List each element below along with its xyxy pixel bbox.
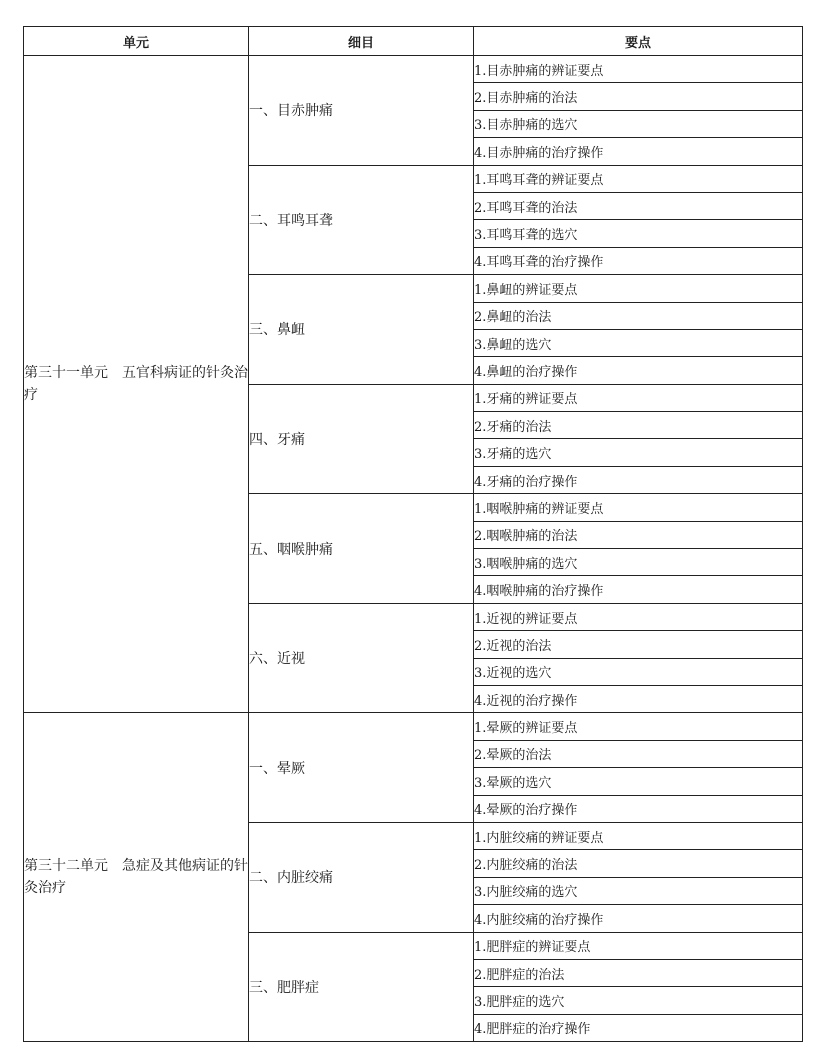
point-text: 1.内脏绞痛的辨证要点 [474,822,803,849]
point-text: 4.内脏绞痛的治疗操作 [474,905,803,932]
item-name: 二、耳鸣耳聋 [249,165,474,275]
item-name: 三、肥胖症 [249,932,474,1042]
point-text: 4.耳鸣耳聋的治疗操作 [474,247,803,274]
point-text: 4.晕厥的治疗操作 [474,795,803,822]
point-text: 3.目赤肿痛的选穴 [474,110,803,137]
point-text: 4.近视的治疗操作 [474,685,803,712]
point-text: 2.内脏绞痛的治法 [474,850,803,877]
point-text: 3.内脏绞痛的选穴 [474,877,803,904]
unit-title: 第三十二单元 急症及其他病证的针灸治疗 [24,713,249,1042]
header-item: 细目 [249,27,474,56]
header-unit: 单元 [24,27,249,56]
point-text: 2.鼻衄的治法 [474,302,803,329]
item-name: 六、近视 [249,603,474,713]
unit-title: 第三十一单元 五官科病证的针灸治疗 [24,56,249,713]
point-text: 1.晕厥的辨证要点 [474,713,803,740]
point-text: 4.咽喉肿痛的治疗操作 [474,576,803,603]
point-text: 4.鼻衄的治疗操作 [474,357,803,384]
point-text: 3.牙痛的选穴 [474,439,803,466]
point-text: 4.肥胖症的治疗操作 [474,1014,803,1041]
point-text: 2.近视的治法 [474,631,803,658]
point-text: 2.肥胖症的治法 [474,959,803,986]
point-text: 1.近视的辨证要点 [474,603,803,630]
point-text: 3.鼻衄的选穴 [474,329,803,356]
point-text: 1.牙痛的辨证要点 [474,384,803,411]
syllabus-body [24,56,803,1042]
item-name: 一、晕厥 [249,713,474,823]
point-text: 3.咽喉肿痛的选穴 [474,549,803,576]
point-text: 3.耳鸣耳聋的选穴 [474,220,803,247]
point-text: 3.近视的选穴 [474,658,803,685]
point-text: 3.晕厥的选穴 [474,768,803,795]
syllabus-table [23,26,803,1042]
item-name: 三、鼻衄 [249,275,474,385]
point-text: 2.咽喉肿痛的治法 [474,521,803,548]
point-text: 1.肥胖症的辨证要点 [474,932,803,959]
point-text: 2.耳鸣耳聋的治法 [474,192,803,219]
point-text: 1.耳鸣耳聋的辨证要点 [474,165,803,192]
point-text: 1.咽喉肿痛的辨证要点 [474,494,803,521]
header-point: 要点 [474,27,803,56]
point-text: 2.目赤肿痛的治法 [474,83,803,110]
point-text: 3.肥胖症的选穴 [474,987,803,1014]
table-row [24,713,803,740]
point-text: 4.牙痛的治疗操作 [474,466,803,493]
point-text: 1.目赤肿痛的辨证要点 [474,56,803,83]
point-text: 4.目赤肿痛的治疗操作 [474,138,803,165]
item-name: 五、咽喉肿痛 [249,494,474,604]
header-row [24,27,803,56]
point-text: 2.晕厥的治法 [474,740,803,767]
item-name: 一、目赤肿痛 [249,56,474,166]
point-text: 2.牙痛的治法 [474,412,803,439]
point-text: 1.鼻衄的辨证要点 [474,275,803,302]
item-name: 二、内脏绞痛 [249,822,474,932]
item-name: 四、牙痛 [249,384,474,494]
table-row [24,56,803,83]
